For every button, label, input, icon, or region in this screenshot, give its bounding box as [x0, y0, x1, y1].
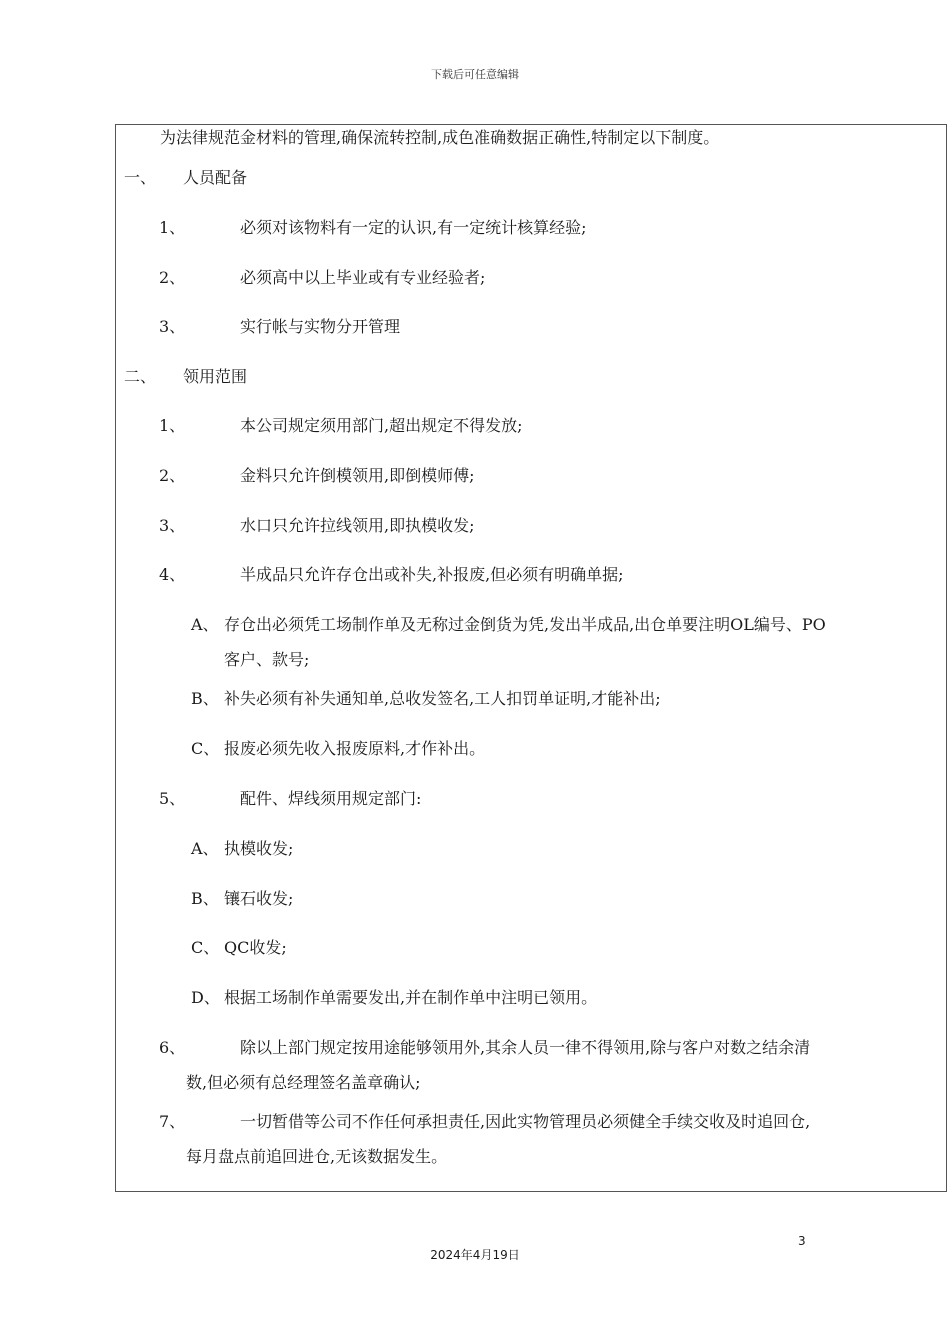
- s2-item6-marker: 6、: [159, 1038, 186, 1057]
- s2-item5-marker: 5、: [159, 789, 186, 808]
- s2-item4-marker: 4、: [159, 565, 186, 584]
- sub4-a-marker: A、: [191, 615, 219, 634]
- sub5-a-marker: A、: [191, 839, 219, 858]
- s2-item3-text: 水口只允许拉线领用,即执模收发;: [240, 516, 475, 535]
- intro-paragraph: 为法律规范金材料的管理,确保流转控制,成色准确数据正确性,特制定以下制度。: [160, 128, 720, 147]
- s2-item2-text: 金料只允许倒模领用,即倒模师傅;: [240, 466, 475, 485]
- s1-item2-marker: 2、: [159, 268, 186, 287]
- page-header: 下载后可任意编辑: [431, 68, 519, 81]
- s2-item7-line2: 每月盘点前追回进仓,无该数据发生。: [186, 1147, 448, 1166]
- sub5-d-text: 根据工场制作单需要发出,并在制作单中注明已领用。: [224, 988, 598, 1007]
- sub4-c-text: 报废必须先收入报废原料,才作补出。: [224, 739, 486, 758]
- s1-item3-text: 实行帐与实物分开管理: [240, 317, 401, 336]
- section1-marker: 一、: [124, 168, 157, 187]
- s1-item3-marker: 3、: [159, 317, 186, 336]
- sub4-b-text: 补失必须有补失通知单,总收发签名,工人扣罚单证明,才能补出;: [224, 689, 661, 708]
- s2-item7-line1: 一切暂借等公司不作任何承担责任,因此实物管理员必须健全手续交收及时追回仓,: [240, 1112, 811, 1131]
- s1-item2-text: 必须高中以上毕业或有专业经验者;: [240, 268, 486, 287]
- s2-item4-text: 半成品只允许存仓出或补失,补报废,但必须有明确单据;: [240, 565, 624, 584]
- page-number: 3: [798, 1234, 806, 1248]
- s1-item1-text: 必须对该物料有一定的认识,有一定统计核算经验;: [240, 218, 587, 237]
- sub4-c-marker: C、: [191, 739, 220, 758]
- sub5-c-marker: C、: [191, 938, 220, 957]
- s2-item3-marker: 3、: [159, 516, 186, 535]
- sub5-c-text: QC收发;: [224, 938, 287, 957]
- s2-item1-marker: 1、: [159, 416, 186, 435]
- footer-date: 2024年4月19日: [430, 1248, 520, 1262]
- s2-item6-line1: 除以上部门规定按用途能够领用外,其余人员一律不得领用,除与客户对数之结余清: [240, 1038, 811, 1057]
- s2-item2-marker: 2、: [159, 466, 186, 485]
- sub4-a-line1: 存仓出必须凭工场制作单及无称过金倒货为凭,发出半成品,出仓单要注明OL编号、PO: [224, 615, 826, 634]
- sub5-a-text: 执模收发;: [224, 839, 294, 858]
- sub5-d-marker: D、: [191, 988, 220, 1007]
- sub5-b-text: 镶石收发;: [224, 889, 294, 908]
- sub4-a-line2: 客户、款号;: [224, 650, 310, 669]
- section1-title: 人员配备: [183, 168, 248, 187]
- s2-item5-text: 配件、焊线须用规定部门:: [240, 789, 422, 808]
- s2-item7-marker: 7、: [159, 1112, 186, 1131]
- section2-marker: 二、: [124, 367, 157, 386]
- s1-item1-marker: 1、: [159, 218, 186, 237]
- sub4-b-marker: B、: [191, 689, 219, 708]
- s2-item6-line2: 数,但必须有总经理签名盖章确认;: [186, 1073, 421, 1092]
- s2-item1-text: 本公司规定须用部门,超出规定不得发放;: [240, 416, 523, 435]
- section2-title: 领用范围: [183, 367, 248, 386]
- sub5-b-marker: B、: [191, 889, 219, 908]
